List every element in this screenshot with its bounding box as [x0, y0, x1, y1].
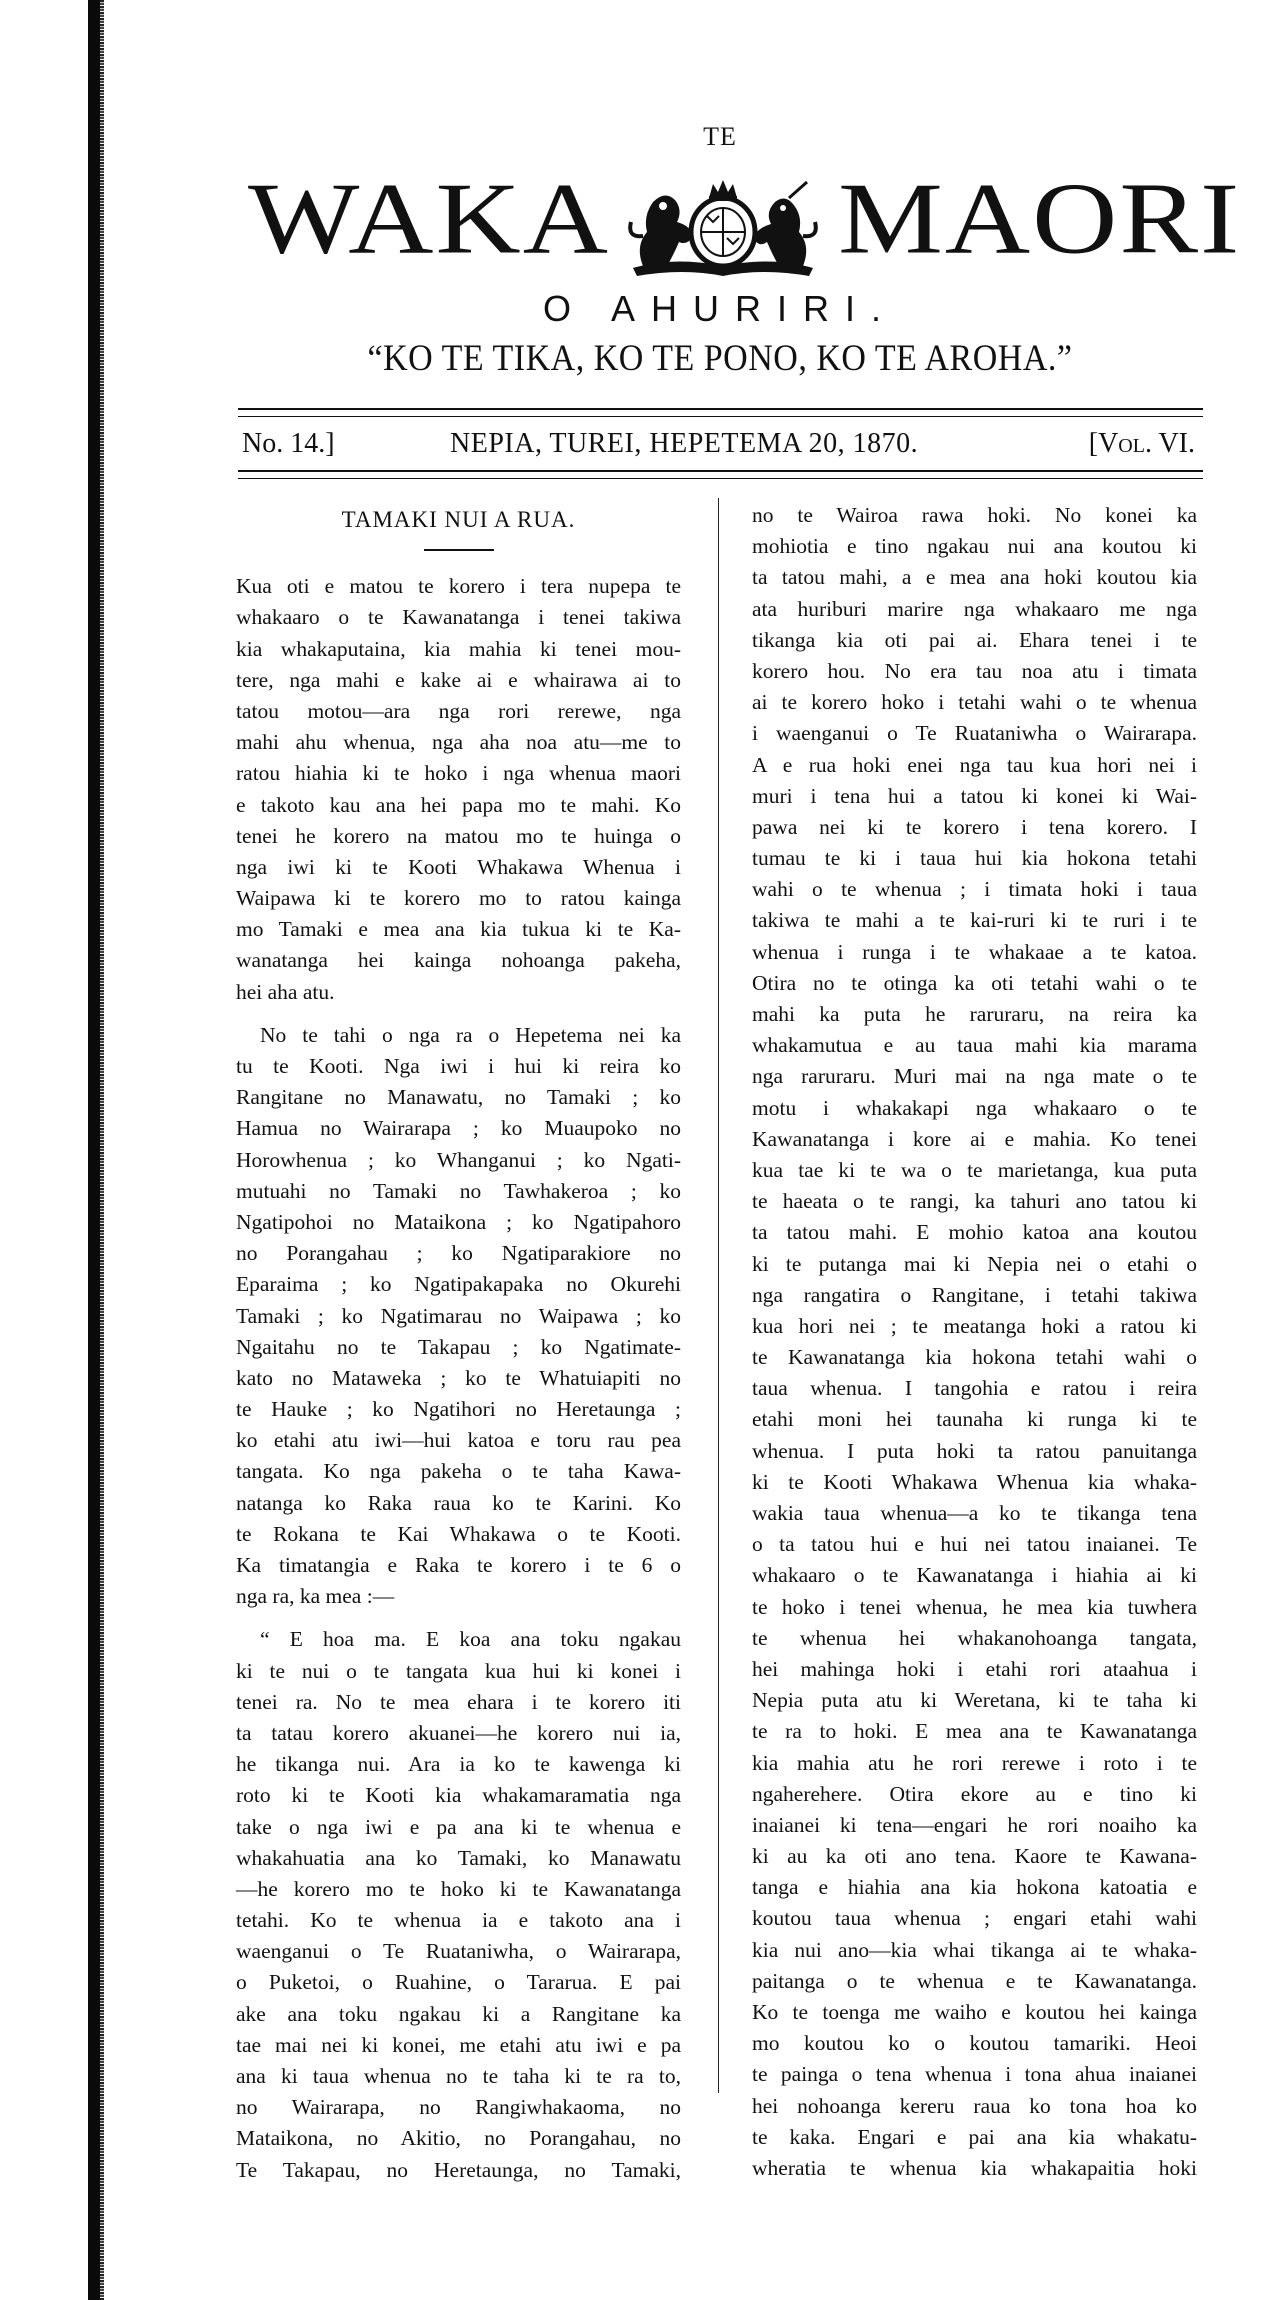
text-line: nga raruraru. Muri mai na nga mate o te	[752, 1064, 1197, 1089]
text-line: whakaaro o te Kawanatanga i hiahia ai ki	[752, 1563, 1197, 1588]
text-line: no Wairarapa, no Rangiwhakaoma, no	[236, 2095, 681, 2120]
masthead-title-left: WAKA	[248, 161, 610, 275]
right-column-text	[752, 500, 1197, 2184]
text-line: whenua. I puta hoki ta ratou panuitanga	[752, 1438, 1197, 1463]
text-line: muri i tena hui a tatou ki konei ki Wai-	[752, 783, 1197, 808]
text-line: motu i whakakapi nga whakaaro o te	[752, 1095, 1197, 1120]
issue-number: No. 14.]	[242, 428, 335, 459]
text-line: te hoko i tenei whenua, he mea kia tuwhera	[752, 1594, 1197, 1619]
text-line: Kua oti e matou te korero i tera nupepa te	[236, 574, 681, 599]
text-line: he tikanga nui. Ara ia ko te kawenga ki	[236, 1752, 681, 1777]
text-line: A e rua hoki enei nga tau kua hori nei i	[752, 752, 1197, 777]
rule-bottom-1	[238, 470, 1203, 472]
rule-top-2	[238, 416, 1203, 417]
text-line: inaianei ki tena—engari he rori noaiho ka	[752, 1812, 1197, 1837]
text-line: Ngaitahu no te Takapau ; ko Ngatimate-	[236, 1334, 681, 1359]
text-line: wheratia te whenua kia whakapaitia hoki	[752, 2155, 1197, 2180]
text-line: Horowhenua ; ko Whanganui ; ko Ngati-	[236, 1147, 681, 1172]
masthead-subtitle: O AHURIRI.	[542, 288, 898, 329]
text-line: —he korero mo te hoko ki te Kawanatanga	[236, 1876, 681, 1901]
text-line: ko etahi atu iwi—hui katoa e toru rau pea	[236, 1428, 681, 1453]
text-line: takiwa te mahi a te kai-ruri ki te ruri i te	[752, 908, 1197, 933]
text-line: ai te korero hoko i tetahi wahi o te whenua	[752, 690, 1197, 715]
rule-top-1	[238, 408, 1203, 410]
text-line: te Hauke ; ko Ngatihori no Heretaunga ;	[236, 1397, 681, 1422]
text-line: koutou taua whenua ; engari etahi wahi	[752, 1906, 1197, 1931]
text-line: Mataikona, no Akitio, no Porangahau, no	[236, 2126, 681, 2151]
text-line: tae mai nei ki konei, me etahi atu iwi e pa	[236, 2032, 681, 2057]
column-divider	[718, 498, 719, 2093]
text-line: taua whenua. I tangohia e ratou i reira	[752, 1376, 1197, 1401]
text-line: Eparaima ; ko Ngatipakapaka no Okurehi	[236, 1272, 681, 1297]
text-line: Ngatipohoi no Mataikona ; ko Ngatipahoro	[236, 1209, 681, 1234]
text-line: mo koutou ko o koutou tamariki. Heoi	[752, 2031, 1197, 2056]
text-line: no Porangahau ; ko Ngatiparakiore no	[236, 1241, 681, 1266]
text-line: mahi ahu whenua, nga aha noa atu—me to	[236, 730, 681, 755]
paragraph-gap	[236, 1612, 681, 1624]
text-line: tikanga kia oti pai ai. Ehara tenei i te	[752, 627, 1197, 652]
text-line: hei nohoanga kereru raua ko tona hoa ko	[752, 2093, 1197, 2118]
masthead-te: TE	[703, 122, 737, 151]
text-line: ana ki taua whenua no te taha ki te ra to,	[236, 2064, 681, 2088]
text-line: wahi o te whenua ; i timata hoki i taua	[752, 877, 1197, 902]
text-line: tere, nga mahi e kake ai e whairawa ai to	[236, 667, 681, 692]
text-line: korero hou. No era tau noa atu i timata	[752, 658, 1197, 683]
text-line: mohiotia e tino ngakau nui ana koutou ki	[752, 534, 1197, 559]
text-line: hei mahinga hoki i etahi rori ataahua i	[752, 1656, 1197, 1681]
masthead-motto: “KO TE TIKA, KO TE PONO, KO TE AROHA.”	[367, 338, 1073, 379]
text-line: “ E hoa ma. E koa ana toku ngakau	[260, 1627, 681, 1652]
text-line: ki te putanga mai ki Nepia nei o etahi o	[752, 1251, 1197, 1276]
text-line: No te tahi o nga ra o Hepetema nei ka	[260, 1022, 681, 1047]
text-line: ta tatou mahi. E mohio katoa ana koutou	[752, 1220, 1197, 1245]
text-line: mo Tamaki e mea ana kia tukua ki te Ka-	[236, 917, 681, 942]
article-heading: TAMAKI NUI A RUA.	[341, 507, 576, 532]
text-line: no te Wairoa rawa hoki. No konei ka	[752, 503, 1197, 527]
text-line: take o nga iwi e pa ana ki te whenua e	[236, 1814, 681, 1839]
text-line: Waipawa ki te korero mo to ratou kainga	[236, 886, 681, 911]
text-line: kia mahia atu he rori rerewe i roto i te	[752, 1750, 1197, 1775]
text-line: natanga ko Raka raua ko te Karini. Ko	[236, 1490, 681, 1515]
text-line: te painga o tena whenua i tona ahua inaianei	[752, 2062, 1197, 2087]
text-line: etahi moni hei taunaha ki runga ki te	[752, 1407, 1197, 1432]
text-line: tumau te ki i taua hui kia hokona tetahi	[752, 846, 1197, 871]
text-line: waenganui o Te Ruataniwha, o Wairarapa,	[236, 1939, 681, 1964]
text-line: wakia taua whenua—a ko te tikanga tena	[752, 1501, 1197, 1525]
text-line: te Rokana te Kai Whakawa o te Kooti.	[236, 1521, 681, 1546]
text-line: tatou motou—ara nga rori rerewe, nga	[236, 698, 681, 723]
text-line: Rangitane no Manawatu, no Tamaki ; ko	[236, 1085, 681, 1110]
text-line: whenua i runga i te whakaae a te katoa.	[752, 939, 1197, 964]
paragraph-3	[236, 1624, 681, 2185]
paragraph-2	[236, 1020, 681, 1613]
text-line: roto ki te Kooti kia whakamaramatia nga	[236, 1783, 681, 1808]
text-line: ki au ka oti ano tena. Kaore te Kawana-	[752, 1844, 1197, 1869]
text-line: Otira no te otinga ka oti tetahi wahi o te	[752, 970, 1197, 995]
text-line: nga ra, ka mea :—	[236, 1584, 395, 1609]
text-line: o Puketoi, o Ruahine, o Tararua. E pai	[236, 1970, 681, 1995]
text-line: te haeata o te rangi, ka tahuri ano tatou ki	[752, 1189, 1197, 1214]
text-line: te Kawanatanga kia hokona tetahi wahi o	[752, 1345, 1197, 1370]
text-line: whakaaro o te Kawanatanga i tenei takiwa	[236, 605, 681, 630]
text-line: kia whakaputaina, kia mahia ki tenei mou-	[236, 636, 681, 661]
text-line: ngaherehere. Otira ekore au e tino ki	[752, 1781, 1197, 1806]
text-line: i waenganui o Te Ruataniwha o Wairarapa.	[752, 721, 1197, 746]
text-line: Nepia puta atu ki Weretana, ki te taha ki	[752, 1688, 1197, 1713]
text-line: te ra to hoki. E mea ana te Kawanatanga	[752, 1719, 1197, 1744]
text-line: whakahuatia ana ko Tamaki, ko Manawatu	[236, 1845, 681, 1870]
article-right-column	[752, 500, 1197, 2184]
text-line: ki te Kooti Whakawa Whenua kia whaka-	[752, 1469, 1197, 1494]
heading-rule	[424, 549, 494, 551]
text-line: paitanga o te whenua e te Kawanatanga.	[752, 1968, 1197, 1993]
text-line: kia nui ano—kia whai tikanga ai te whaka-	[752, 1937, 1197, 1962]
text-line: tenei he korero na matou mo te huinga o	[236, 823, 681, 848]
text-line: whakamutua e au taua mahi kia marama	[752, 1033, 1197, 1058]
text-line: Kawanatanga i kore ai e mahia. Ko tenei	[752, 1126, 1197, 1151]
text-line: tanga e hiahia ana kia hokona katoatia e	[752, 1875, 1197, 1900]
text-line: mahi ka puta he raruraru, na reira ka	[752, 1002, 1197, 1026]
text-line: pawa nei ki te korero i tena korero. I	[752, 814, 1197, 839]
masthead-title-right: MAORI	[838, 161, 1242, 275]
text-line: hei aha atu.	[236, 979, 335, 1004]
text-line: Ka timatangia e Raka te korero i te 6 o	[236, 1553, 681, 1577]
text-line: tetahi. Ko te whenua ia e takoto ana i	[236, 1908, 681, 1933]
text-line: o ta tatou hui e hui nei tatou inaianei. Te	[752, 1532, 1197, 1557]
text-line: tu te Kooti. Nga iwi i hui ki reira ko	[236, 1054, 681, 1078]
paragraph-1	[236, 571, 681, 1008]
text-line: kato no Mataweka ; ko te Whatuiapiti no	[236, 1365, 681, 1390]
text-line: te kaka. Engari e pai ana kia whakatu-	[752, 2124, 1197, 2149]
royal-coat-of-arms-icon	[613, 176, 833, 280]
article-left-column	[236, 500, 681, 2186]
dateline	[238, 428, 1203, 468]
rule-bottom-2	[238, 478, 1203, 479]
text-line: Hamua no Wairarapa ; ko Muaupoko no	[236, 1116, 681, 1141]
text-line: mutuahi no Tamaki no Tawhakeroa ; ko	[236, 1178, 681, 1203]
text-line: wanatanga hei kainga nohoanga pakeha,	[236, 948, 681, 973]
text-line: te whenua hei whakanohoanga tangata,	[752, 1625, 1197, 1650]
masthead-title	[238, 161, 1242, 298]
text-line: kua hori nei ; te meatanga hoki a ratou ki	[752, 1313, 1197, 1338]
text-line: ake ana toku ngakau ki a Rangitane ka	[236, 2001, 681, 2026]
paragraph-gap	[236, 1008, 681, 1020]
place-and-date: NEPIA, TUREI, HEPETEMA 20, 1870.	[450, 428, 919, 459]
text-line: ta tatau korero akuanei—he korero nui ia,	[236, 1720, 681, 1745]
text-line: Te Takapau, no Heretaunga, no Tamaki,	[236, 2157, 681, 2182]
text-line: ki te nui o te tangata kua hui ki konei i	[236, 1658, 681, 1683]
text-line: nga rangatira o Rangitane, i tetahi takiwa	[752, 1282, 1197, 1307]
text-line: ratou hiahia ki te hoko i nga whenua maori	[236, 761, 681, 786]
text-line: e takoto kau ana hei papa mo te mahi. Ko	[236, 792, 681, 817]
text-line: tenei ra. No te mea ehara i te korero iti	[236, 1689, 681, 1714]
text-line: nga iwi ki te Kooti Whakawa Whenua i	[236, 854, 681, 879]
text-line: Tamaki ; ko Ngatimarau no Waipawa ; ko	[236, 1303, 681, 1328]
text-line: Ko te toenga me waiho e koutou hei kainga	[752, 2000, 1197, 2024]
text-line: tangata. Ko nga pakeha o te taha Kawa-	[236, 1459, 681, 1484]
text-line: ata huriburi marire nga whakaaro me nga	[752, 596, 1197, 621]
volume-number: [Vol. VI.	[1088, 428, 1195, 459]
text-line: kua tae ki te wa o te marietanga, kua puta	[752, 1157, 1197, 1182]
text-line: ta tatou mahi, a e mea ana hoki koutou kia	[752, 565, 1197, 590]
